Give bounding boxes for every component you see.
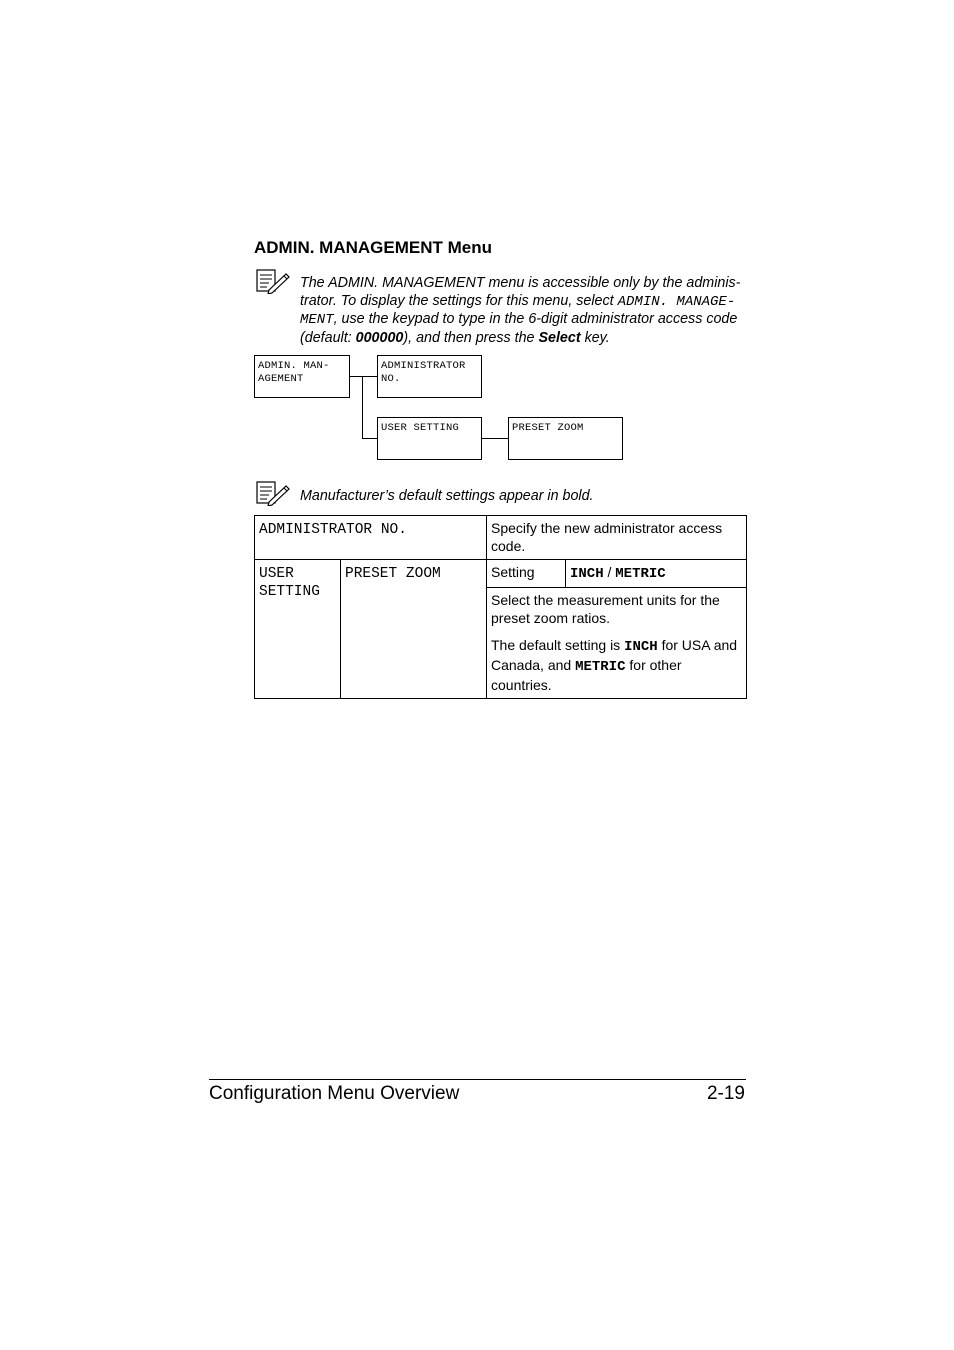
table-row: [255, 516, 747, 560]
settings-table: [254, 515, 747, 699]
table-row: [255, 560, 747, 588]
option-metric: METRIC: [615, 566, 666, 582]
defaults-note: Manufacturer’s default settings appear in bold.: [300, 488, 594, 504]
user-setting-label: USER SETTING: [255, 560, 341, 699]
connector-line: [350, 376, 377, 377]
setting-options: INCH / METRIC: [566, 560, 747, 588]
menu-box-preset-zoom: PRESET ZOOM: [508, 417, 623, 460]
admin-access-note: The ADMIN. MANAGEMENT menu is accessible only by the adminis-trator. To display the settings for this menu, select ADMIN. MANAGE-MENT, use the keypad to type in the 6-digit administrator access code (default: 000000), and then press the Select key.: [300, 275, 741, 346]
footer-chapter-title: Configuration Menu Overview: [209, 1083, 460, 1104]
admin-management-code: ADMIN. MANAGE-MENT: [300, 293, 736, 328]
footer-rule: [209, 1079, 746, 1080]
option-inch: INCH: [570, 566, 604, 582]
default-metric: METRIC: [575, 659, 626, 675]
default-access-code: 000000: [355, 329, 404, 346]
preset-zoom-label: PRESET ZOOM: [341, 560, 487, 699]
preset-zoom-description: Select the measurement units for the preset zoom ratios. The default setting is INCH for USA and Canada, and METRIC for other countries.: [487, 588, 747, 699]
select-key-label: Select: [538, 329, 581, 346]
page-title: ADMIN. MANAGEMENT Menu: [254, 238, 492, 257]
note-pencil-icon: [255, 268, 291, 294]
setting-label: Setting: [487, 560, 566, 588]
connector-line: [362, 376, 363, 438]
connector-line: [362, 438, 377, 439]
menu-box-user-setting: USER SETTING: [377, 417, 482, 460]
connector-line: [482, 438, 508, 439]
default-inch: INCH: [624, 639, 658, 655]
admin-no-description: Specify the new administrator access code.: [487, 516, 747, 560]
footer-page-number: 2-19: [706, 1083, 745, 1104]
menu-box-administrator-no: ADMINISTRATOR NO.: [377, 355, 482, 398]
note-pencil-icon: [255, 480, 291, 506]
admin-no-label: ADMINISTRATOR NO.: [255, 516, 487, 560]
menu-box-admin-management: ADMIN. MAN- AGEMENT: [254, 355, 350, 398]
